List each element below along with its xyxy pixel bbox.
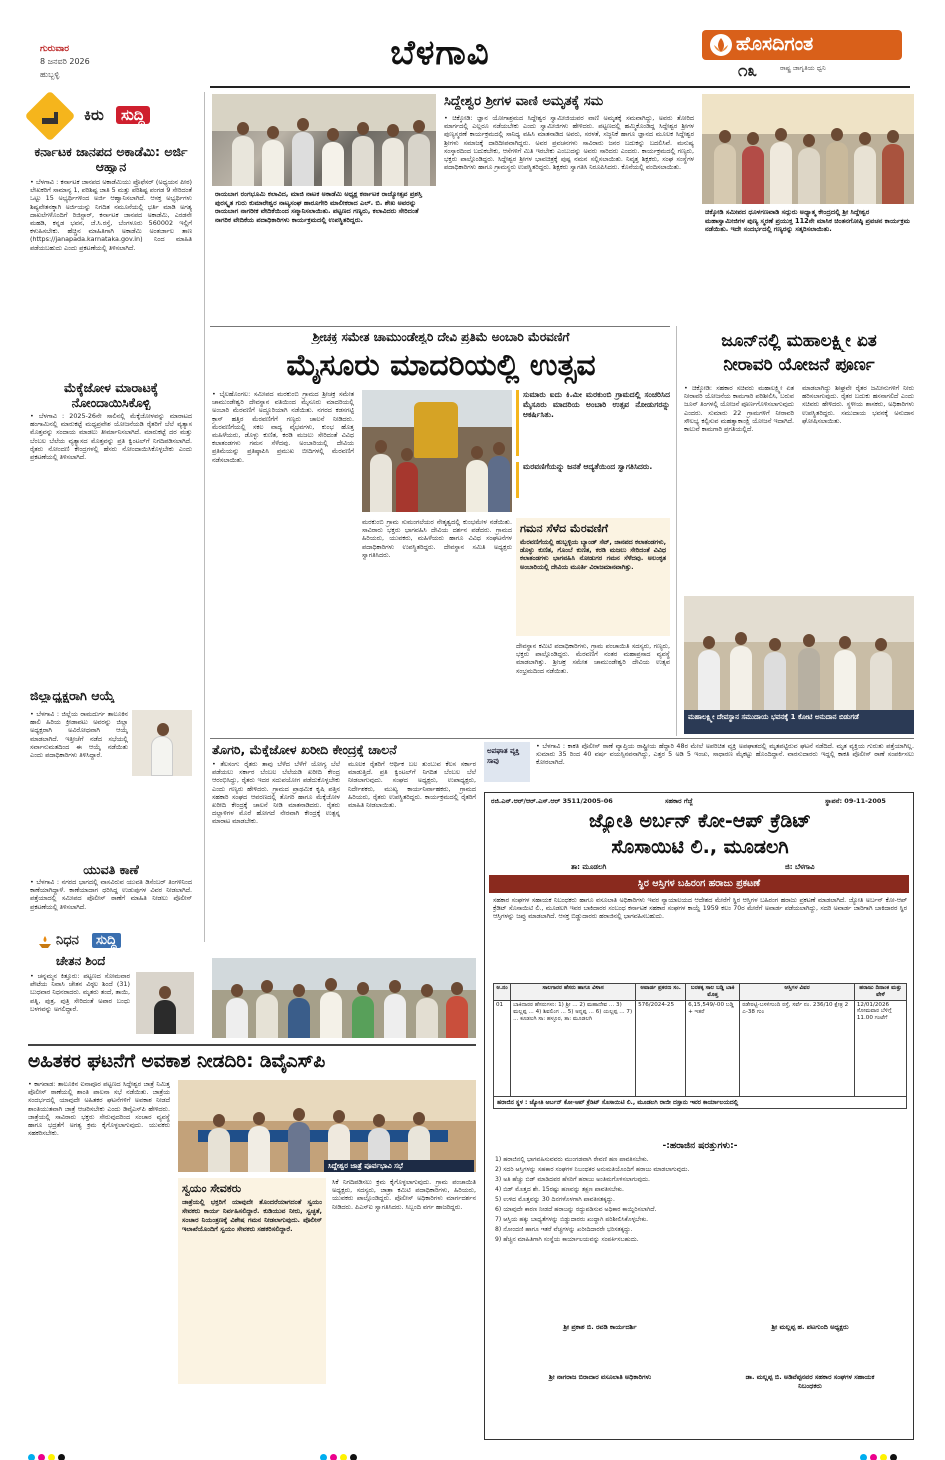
notice-intro: ಸಹಕಾರ ಸಂಘಗಳ ಸಹಾಯಕ ನಿಬಂಧಕರು ಹಾಗೂ ವಸೂಲಾತಿ ಅಧಿಕಾರಿಗಳು ಇವರ ನ್ಯಾಯಾಲಯದ ಆದೇಶದ ಮೇರೆಗೆ ಸ್ಥಿರ ಆಸ್ತಿಗಳ ಬಹಿರಂಗ ಹರಾಜು ಪ್ರಕಟಣೆ ಮಾಡಲಾಗಿದೆ. ಜ್ಯೋತಿ ಅರ್ಬನ್ ಕೋ-ಆಪ್ ಕ್ರೆಡಿಟ್ ಸೊಸಾಯಿಟಿ ಲಿ., ಮೂಡಲಗಿ ಇವರ ಬಾಕಿದಾರರ ಸಂಬಂಧ ಕರ್ನಾಟಕ ಸಹಕಾರ ಸಂಘಗಳ ಕಾಯ್ದೆ 1959 ಕಲಂ 70ರ ಮೇರೆಗೆ ಅವಾರ್ಡ ಪಡೆಯಲಾಗಿದ್ದು, ಸದರಿ ಅವಾರ್ಡ ಜಾರಿಗಾಗಿ ಬಾಕಿದಾರರ ಸ್ಥಿರ ಆಸ್ತಿಗಳನ್ನು ಜಪ್ತು ಮಾಡಲಾಗಿದೆ. ಆಸಕ್ತ ಬಿಡ್ಡುದಾರರು ಹರಾಜಿನಲ್ಲಿ ಭಾಗವಹಿಸಬಹುದು. xyxy=(493,897,907,921)
dysp-col3: ಸಿಕೆ ನಿಗದಿಪಡಿಸಲು ಕ್ರಮ ಕೈಗೊಳ್ಳಲಾಗುವುದು. ಗ್ರಾಮ ಪಂಚಾಯಿತಿ ಅಧ್ಯಕ್ಷರು, ಸದಸ್ಯರು, ಜಾತ್ರಾ ಕಮಿಟಿ ಪದಾಧಿಕಾರಿಗಳು, ಹಿರಿಯರು, ಯುವಕರು ಪಾಲ್ಗೊಂಡಿದ್ದರು. ಪೊಲೀಸ್ ಅಧಿಕಾರಿಗಳು ಮಾರ್ಗದರ್ಶನ ನೀಡಿದರು. ಪಿಎಸ್‌ಐ ಸ್ವಾಗತಿಸಿದರು. ಸಿಬ್ಬಂದಿ ವರ್ಗ ಹಾಜರಿದ್ದರು. xyxy=(332,1178,476,1211)
mysuru-col3: ದೇವಸ್ಥಾನ ಕಮಿಟಿ ಪದಾಧಿಕಾರಿಗಳು, ಗ್ರಾಮ ಪಂಚಾಯಿತಿ ಸದಸ್ಯರು, ಗಣ್ಯರು, ಭಕ್ತರು ಪಾಲ್ಗೊಂಡಿದ್ದರು. ಮೆರವಣಿಗೆ ನಂತರ ಮಹಾಪ್ರಸಾದ ವ್ಯವಸ್ಥೆ ಮಾಡಲಾಗಿತ್ತು. ಶ್ರೀಚಕ್ರ ಸಮೇತ ಚಾಮುಂಡೇಶ್ವರಿ ದೇವಿಯ ಉತ್ಸವ ಸಂಭ್ರಮದಿಂದ ನಡೆಯಿತು. xyxy=(516,642,670,675)
table-header: ಆಸ್ತಿಗಳ ವಿವರ xyxy=(740,984,855,1001)
togari-headline: ತೊಗರಿ, ಮೆಕ್ಕೆಜೋಳ ಖರೀದಿ ಕೇಂದ್ರಕ್ಕೆ ಚಾಲನೆ xyxy=(212,742,397,757)
kirusuddi-item-2-title: ಮೆಕ್ಕೆಜೋಳ ಮಾರಾಟಕ್ಕೆ ನೋಂದಾಯಿಸಿಕೊಳ್ಳಿ xyxy=(63,380,159,410)
togari-col2: ಮೂಲಕ ರೈತರಿಗೆ ಆರ್ಥಿಕ ಬಲ ತುಂಬುವ ಕೆಲಸ ಸರ್ಕಾರ ಮಾಡುತ್ತಿದೆ. ಪ್ರತಿ ಕ್ವಿಂಟಲ್‌ಗೆ ನಿಗದಿತ ಬೆಂಬಲ ಬೆಲೆ ನೀಡಲಾಗುವುದು. ಸಂಘದ ಅಧ್ಯಕ್ಷರು, ಉಪಾಧ್ಯಕ್ಷರು, ನಿರ್ದೇಶಕರು, ಮುಖ್ಯ ಕಾರ್ಯನಿರ್ವಾಹಕರು, ಗ್ರಾಮದ ಹಿರಿಯರು, ರೈತರು ಉಪಸ್ಥಿತರಿದ್ದರು. ಕಾರ್ಯಕ್ರಮದಲ್ಲಿ ರೈತರಿಗೆ ಮಾಹಿತಿ ನೀಡಲಾಯಿತು. xyxy=(348,760,476,810)
notice-gazette: ಸಹಕಾರ ಗೆಜ್ಜೆ xyxy=(665,797,693,805)
registration-marks-right xyxy=(860,1446,900,1460)
kirusuddi-item-3-body: • ಬೆಳಗಾವಿ : ಜಿಲ್ಲೆಯ ರಾಮದುರ್ಗ ತಾಲೂಕಿನ ಹಾಲಿ ಹಿರಿಯ ಕ್ರೀಡಾಪಟು ಅವರನ್ನು ಜಿಲ್ಲಾ ಅಧ್ಯಕ್ಷರಾಗಿ ಅವಿರೋಧವಾಗಿ ಆಯ್ಕೆ ಮಾಡಲಾಗಿದೆ. ಇತ್ತೀಚೆಗೆ ನಡೆದ ಸಭೆಯಲ್ಲಿ ಸರ್ವಾನುಮತದಿಂದ ಈ ಆಯ್ಕೆ ನಡೆಯಿತು ಎಂದು ಪದಾಧಿಕಾರಿಗಳು ತಿಳಿಸಿದ್ದಾರೆ. xyxy=(30,710,128,760)
pull-quote-1: ಸುಮಾರು ಐದು ಕಿ.ಮೀ ಮರಕುಂಬಿ ಗ್ರಾಮದಲ್ಲಿ ಸಂಚರಿಸಿದ ಮೈಸೂರು ಮಾದರಿಯ ಅಂಬಾರಿ ಉತ್ಸವ ನೋಡುಗರನ್ನು ಆಕರ್ಷಿಸಿತು. xyxy=(516,390,670,456)
accident-body: • ಬೆಳಗಾವಿ : ಕಾಕತಿ ಪೊಲೀಸ್ ಠಾಣೆ ವ್ಯಾಪ್ತಿಯ ರಾಷ್ಟ್ರೀಯ ಹೆದ್ದಾರಿ 48ರ ಮೇಲೆ ಅಪರಿಚಿತ ವ್ಯಕ್ತಿ ಅಪಘಾತದಲ್ಲಿ ಮೃತಪಟ್ಟಿರುವ ಘಟನೆ ನಡೆದಿದೆ. ಮೃತ ವ್ಯಕ್ತಿಯ ಗುರುತು ಪತ್ತೆಯಾಗಿಲ್ಲ. ಸುಮಾರು 35 ರಿಂದ 40 ವರ್ಷ ವಯಸ್ಸಿನವನಾಗಿದ್ದು, ಎತ್ತರ 5 ಅಡಿ 5 ಇಂಚು, ಸಾಧಾರಣ ಮೈಕಟ್ಟು ಹೊಂದಿದ್ದಾನೆ. ವಾರಸುದಾರರು ಇದ್ದಲ್ಲಿ ಕಾಕತಿ ಪೊಲೀಸ್ ಠಾಣೆ ಸಂಪರ್ಕಿಸಲು ಕೋರಲಾಗಿದೆ. xyxy=(536,742,914,767)
notice-signature-2: ಶ್ರೀ ಮಲ್ಲಪ್ಪ ಹ. ಪಟಗುಂದಿ ಅಧ್ಯಕ್ಷರು xyxy=(771,1323,849,1331)
notice-term: 2) ಸದರಿ ಆಸ್ತಿಗಳನ್ನು ಸಹಕಾರ ಸಂಘಗಳ ನಿಬಂಧಕರ ಅನುಮತಿಯೊಂದಿಗೆ ಹರಾಜು ಮಾಡಲಾಗುವುದು. xyxy=(495,1166,690,1173)
raybag-story xyxy=(212,94,436,324)
notice-term: 4) ಬಿಡ್ ಮೊತ್ತದ ಶೇ. 15ರಷ್ಟು ಹಣವನ್ನು ತಕ್ಷಣ ಪಾವತಿಸಬೇಕು. xyxy=(495,1186,624,1193)
kirusuddi-column xyxy=(28,92,196,932)
mahalakshmi-headline-2: ನೀರಾವರಿ ಯೋಜನೆ ಪೂರ್ಣ xyxy=(723,355,875,375)
masthead-section-title: ಬೆಳಗಾವಿ xyxy=(390,33,490,73)
notice-date: ಸ್ಥಾಪನೆ: 09-11-2005 xyxy=(825,797,886,805)
mahalakshmi-col1: • ಚಿಕ್ಕೋಡಿ: ಸಹಕಾರ ಸಚಿವರು ಮಹಾಲಕ್ಷ್ಮೀ ಏತ ನೀರಾವರಿ ಯೋಜನೆಯ ಕಾಮಗಾರಿ ಪರಿಶೀಲಿಸಿ, ಬರುವ ಜೂನ್ ತಿಂಗಳಲ್ಲಿ ಯೋಜನೆ ಪೂರ್ಣಗೊಳಿಸಲಾಗುವುದು ಎಂದರು. ಸುಮಾರು 22 ಗ್ರಾಮಗಳಿಗೆ ನೀರಾವರಿ ಸೌಲಭ್ಯ ಕಲ್ಪಿಸುವ ಮಹತ್ವಾಕಾಂಕ್ಷಿ ಯೋಜನೆ ಇದಾಗಿದೆ. ಕಾಲುವೆ ಕಾಮಗಾರಿ ಪ್ರಗತಿಯಲ್ಲಿದೆ. xyxy=(684,384,794,434)
pull-quote-2: ಮರವಣಿಗೆಯನ್ನು ಜನತೆ ಆದ್ಯತೆಯಿಂದ ಸ್ವಾಗತಿಸಿದರು. xyxy=(516,462,670,498)
obituary-label-a: ನಿಧನ xyxy=(56,933,79,948)
siddeshwar-headline: ಸಿದ್ದೇಶ್ವರ ಶ್ರೀಗಳ ವಾಣಿ ಅಮೃತಕ್ಕೆ ಸಮ xyxy=(444,94,604,109)
volunteers-title: ಸ್ವಯಂ ಸೇವಕರು xyxy=(182,1182,242,1195)
kirusuddi-item-2-body: • ಬೆಳಗಾವಿ : 2025-26ನೇ ಸಾಲಿನಲ್ಲಿ ಮೆಕ್ಕೆಜೋಳವನ್ನು ಮಾರಾಟದ ಹಂಗಾಮಿನಲ್ಲಿ ಮಾರುಕಟ್ಟೆ ಮಧ್ಯಪ್ರವೇಶ ಯೋಜನೆಯಡಿ ರೈತರಿಗೆ ಬೆಲೆ ವ್ಯತ್ಯಾಸ ಮೊತ್ತವನ್ನು ಸಂದಾಯ ಮಾಡಲು ತೀರ್ಮಾನಿಸಲಾಗಿದೆ. ಮಾರುಕಟ್ಟೆ ದರ ಮತ್ತು ಬೆಂಬಲ ಬೆಲೆಯ ವ್ಯತ್ಯಾಸದ ಮೊತ್ತವನ್ನು ಪ್ರತಿ ಕ್ವಿಂಟಲ್‌ಗೆ ನಿಗದಿಪಡಿಸಲಾಗಿದೆ. ರೈತರು ನೋಂದಣಿ ಕೇಂದ್ರಗಳಲ್ಲಿ ಹೆಸರು ನೋಂದಾಯಿಸಿಕೊಳ್ಳಬೇಕು ಎಂದು ಪ್ರಕಟಣೆಯಲ್ಲಿ ತಿಳಿಸಲಾಗಿದೆ. xyxy=(30,412,192,462)
ambari-shape xyxy=(414,402,458,458)
notice-terms-title: -:ಹರಾಜಿನ ಷರತ್ತುಗಳು:- xyxy=(662,1141,738,1151)
kirusuddi-item-1-title: ಕರ್ನಾಟಕ ಜಾನಪದ ಅಕಾಡೆಮಿ: ಅರ್ಜಿ ಆಹ್ವಾನ xyxy=(34,144,188,174)
dysp-col1: • ಕಾಗವಾಡ: ತಾಲೂಕಿನ ಐನಾಪೂರ ಪಟ್ಟಣದ ಸಿದ್ದೇಶ್ವರ ಜಾತ್ರೆ ನಿಮಿತ್ತ ಪೊಲೀಸ್ ಠಾಣೆಯಲ್ಲಿ ಶಾಂತಿ ಪಾಲನಾ ಸಭೆ ನಡೆಯಿತು. ಜಾತ್ರೆಯ ಸಂದರ್ಭದಲ್ಲಿ ಯಾವುದೇ ಅಹಿತಕರ ಘಟನೆಗಳಿಗೆ ಅವಕಾಶ ನೀಡದೆ ಶಾಂತಿಯುತವಾಗಿ ಜಾತ್ರೆ ಆಚರಿಸಬೇಕು ಎಂದು ಡಿವೈಎಸ್‌ಪಿ ಹೇಳಿದರು. ಜಾತ್ರೆಯಲ್ಲಿ ಸಾವಿರಾರು ಭಕ್ತರು ಸೇರುವುದರಿಂದ ಸಂಚಾರ ವ್ಯವಸ್ಥೆ ಹಾಗೂ ಭದ್ರತೆಗೆ ಅಗತ್ಯ ಕ್ರಮ ಕೈಗೊಳ್ಳಲಾಗುವುದು. ಯುವಕರು ಸಹಕರಿಸಬೇಕು. xyxy=(28,1080,170,1138)
table-header: ಹರಾಜು ದಿನಾಂಕ ಮತ್ತು ವೇಳೆ xyxy=(854,984,906,1001)
notice-term: 7) ಆಸ್ತಿಯ ಹಕ್ಕು ಬಾಧ್ಯತೆಗಳನ್ನು ಬಿಡ್ಡುದಾರರು ಖುದ್ದಾಗಿ ಪರಿಶೀಲಿಸಿಕೊಳ್ಳಬೇಕು. xyxy=(495,1216,649,1223)
obituary-name: ಚೇತನ ಶಿಂದೆ xyxy=(56,954,106,968)
mahalakshmi-caption: ಮಹಾಲಕ್ಷ್ಮೀ ದೇವಸ್ಥಾನ ಸಮುದಾಯ ಭವನಕ್ಕೆ 1 ಕೋಟಿ ಅನುದಾನ ಬಿಡುಗಡೆ xyxy=(684,710,914,734)
registration-marks-left xyxy=(28,1446,68,1460)
mahalakshmi-photo xyxy=(684,596,914,710)
attention-box xyxy=(516,518,670,636)
togari-photo xyxy=(212,958,476,1038)
hand-pointing-icon xyxy=(25,91,76,142)
right-top-caption: ಚಿಕ್ಕೋಡಿ ಸಮೀಪದ ಧೂಳಗಣವಾಡಿ ಸದ್ಗುರು ಅಧ್ಯಾತ್ಮ ಕೇಂದ್ರದಲ್ಲಿ ಶ್ರೀ ಸಿದ್ದೇಶ್ವರ ಮಹಾಸ್ವಾಮೀಜಿಗಳ ಪುಣ್ಯ ಸ್ಮರಣೆ ಪ್ರಯುಕ್ತ 112ನೇ ಮಾಸಿಕ ಚಿಂತನಗೋಷ್ಠಿ ಪ್ರವಚನ ಕಾರ್ಯಕ್ರಮ ನಡೆಯಿತು. ಇದೇ ಸಂದರ್ಭದಲ್ಲಿ ಗಣ್ಯರನ್ನು ಸತ್ಕರಿಸಲಾಯಿತು. xyxy=(702,206,914,302)
table-header: ಬರತಕ್ಕ ಸಾಲ ಬಡ್ಡಿ ಬಾಕಿ ಮೊತ್ತ xyxy=(686,984,740,1001)
mysuru-story xyxy=(212,328,670,736)
notice-title-1: ಜ್ಯೋತಿ ಅರ್ಬನ್ ಕೋ-ಆಪ್ ಕ್ರೆಡಿಟ್ xyxy=(589,810,811,832)
mysuru-col1: • ಬೈಲಹೊಂಗಲ: ಸಮೀಪದ ಮರಕುಂಬಿ ಗ್ರಾಮದ ಶ್ರೀಚಕ್ರ ಸಮೇತ ಚಾಮುಂಡೇಶ್ವರಿ ದೇವಸ್ಥಾನ ವತಿಯಿಂದ ಮೈಸೂರು ಮಾದರಿಯಲ್ಲಿ ಅಂಬಾರಿ ಮೆರವಣಿಗೆ ಅದ್ಧೂರಿಯಾಗಿ ನಡೆಯಿತು. ನಗರದ ಕಡಸಗಟ್ಟಿ ಕ್ರಾಸ್ ಹತ್ತಿರ ಮೆರವಣಿಗೆಗೆ ಗಣ್ಯರು ಚಾಲನೆ ನೀಡಿದರು. ಮೆರವಣಿಗೆಯಲ್ಲಿ ಸಕಲ ವಾದ್ಯ ವೈಭವಗಳು, ಕುಂಭ ಹೊತ್ತ ಮಹಿಳೆಯರು, ಡೊಳ್ಳು ಕುಣಿತ, ಕರಡಿ ಮಜಲು ಸೇರಿದಂತೆ ವಿವಿಧ ಕಲಾತಂಡಗಳು ಗಮನ ಸೆಳೆದವು. ಅಂಬಾರಿಯಲ್ಲಿ ದೇವಿಯ ಪ್ರತಿಮೆಯನ್ನು ಪ್ರತಿಷ್ಠಾಪಿಸಿ ಪ್ರಮುಖ ಬೀದಿಗಳಲ್ಲಿ ಮೆರವಣಿಗೆ ನಡೆಸಲಾಯಿತು. xyxy=(212,390,354,464)
volunteers-box xyxy=(178,1178,326,1384)
notice-taluk: ತಾ: ಮೂಡಲಗಿ xyxy=(571,863,607,871)
kirusuddi-label-b: ಸುದ್ದಿ xyxy=(116,106,150,124)
notice-place: ಹರಾಜಿನ ಸ್ಥಳ : ಜ್ಯೋತಿ ಅರ್ಬನ್ ಕೋ-ಆಪ್ ಕ್ರೆಡಿಟ್ ಸೊಸಾಯಿಟಿ ಲಿ., ಮೂಡಲಗಿ ರಾಜೀ ದಸ್ತಾನು ಇವರ ಕಾರ್ಯಾಲಯದಲ್ಲಿ xyxy=(493,1097,907,1109)
notice-district: ಜಿ: ಬೆಳಗಾವಿ xyxy=(785,863,815,871)
notice-term: 9) ಹೆಚ್ಚಿನ ಮಾಹಿತಿಗಾಗಿ ಸಂಸ್ಥೆಯ ಕಾರ್ಯಾಲಯವನ್ನು ಸಂಪರ್ಕಿಸಬಹುದು. xyxy=(495,1236,639,1243)
table-cell: ರಡೇರಟ್ಟಿ-ಬಸಳಿಗುಂದಿ ರಸ್ತೆ, ಸರ್ವೆ ನಂ. 236/10 ಕ್ಷೇತ್ರ 2 ಎ-38 ಗುಂ xyxy=(740,1001,855,1097)
masthead xyxy=(0,0,945,88)
notice-reg-no: ರಜಿ.ಎನ್.ಆರ್/ಆರ್.ಎಸ್.ಆರ್ 3511/2005-06 xyxy=(491,797,613,805)
kirusuddi-item-4-body: • ಬೆಳಗಾವಿ : ನಗರದ ಭಾಗದಲ್ಲಿ ವಾಸವಿರುವ ಯುವತಿ ಡಿಸೆಂಬರ್ ತಿಂಗಳಿನಿಂದ ಕಾಣೆಯಾಗಿದ್ದಾಳೆ. ಕಾಣೆಯಾದಾಗ ಧರಿಸಿದ್ದ ಉಡುಪುಗಳ ವಿವರ ನೀಡಲಾಗಿದೆ. ಪತ್ತೆಯಾದಲ್ಲಿ ಸಮೀಪದ ಪೊಲೀಸ್ ಠಾಣೆಗೆ ಮಾಹಿತಿ ನೀಡಲು ಪೊಲೀಸ್ ಪ್ರಕಟಣೆಯಲ್ಲಿ ತಿಳಿಸಲಾಗಿದೆ. xyxy=(30,878,192,911)
table-cell: ಬಾಕಿದಾರರ ಹೆಸರುಗಳು: 1) ಶ್ರೀ ... 2) ಮಹಾದೇವ ... 3) ಮಲ್ಲಪ್ಪ ... 4) ಶಿವಲಿಂಗ ... 5) ಅನ್ನಪ್ಪ ... 6) ಯಲ್ಲಪ್ಪ ... 7) ... ಕೂಡಲಗಿ ಸಾ: ಹಳ್ಳೂರ, ತಾ: ಮೂಡಲಗಿ xyxy=(511,1001,636,1097)
notice-term: 5) ಉಳಿದ ಮೊತ್ತವನ್ನು 30 ದಿನಗಳೊಳಗಾಗಿ ಪಾವತಿಸತಕ್ಕದ್ದು. xyxy=(495,1196,615,1203)
mysuru-headline: ಮೈಸೂರು ಮಾದರಿಯಲ್ಲಿ ಉತ್ಸವ xyxy=(286,348,596,383)
table-header: ಸಾಲಗಾರರ ಹೆಸರು ಹಾಗೂ ವಿಳಾಸ xyxy=(511,984,636,1001)
accident-story xyxy=(484,742,914,786)
obituary-body: • ಚನ್ನಮ್ಮನ ಕಿತ್ತೂರು: ಪಟ್ಟಣದ ಸೋಮವಾರ ಪೇಟೆಯ ನಿವಾಸಿ ಚೇತನ ವಿಠ್ಠಲ ಶಿಂದೆ (31) ಬುಧವಾರ ನಿಧನರಾದರು. ಮೃತರು ತಂದೆ, ತಾಯಿ, ಪತ್ನಿ, ಪುತ್ರ, ಪುತ್ರಿ ಸೇರಿದಂತೆ ಅಪಾರ ಬಂಧು ಬಳಗವನ್ನು ಅಗಲಿದ್ದಾರೆ. xyxy=(30,972,130,1013)
togari-story xyxy=(212,740,476,954)
procession-photo xyxy=(362,390,512,512)
togari-col1: • ತೆಲಸಂಗ: ರೈತರು ತಾವು ಬೆಳೆದ ಬೆಳೆಗೆ ಯೋಗ್ಯ ಬೆಲೆ ಪಡೆಯಲು ಸರ್ಕಾರ ಬೆಂಬಲ ಬೆಲೆಯಡಿ ಖರೀದಿ ಕೇಂದ್ರ ಆರಂಭಿಸಿದ್ದು, ರೈತರು ಇದರ ಸದುಪಯೋಗ ಪಡೆದುಕೊಳ್ಳಬೇಕು ಎಂದು ಗಣ್ಯರು ಹೇಳಿದರು. ಗ್ರಾಮದ ಪ್ರಾಥಮಿಕ ಕೃಷಿ ಪತ್ತಿನ ಸಹಕಾರಿ ಸಂಘದ ಆವರಣದಲ್ಲಿ ತೊಗರಿ ಹಾಗೂ ಮೆಕ್ಕೆಜೋಳ ಖರೀದಿ ಕೇಂದ್ರಕ್ಕೆ ಚಾಲನೆ ನೀಡಿ ಮಾತನಾಡಿದರು. ರೈತರು ದಲ್ಲಾಳಿಗಳ ಮೊರೆ ಹೋಗದೆ ನೇರವಾಗಿ ಕೇಂದ್ರಕ್ಕೆ ಉತ್ಪನ್ನ ಮಾರಾಟ ಮಾಡಬೇಕು. xyxy=(212,760,340,826)
table-header: ಅವಾರ್ಡ ಪ್ರಕರಣ ಸಂ. xyxy=(636,984,686,1001)
raybag-photo xyxy=(212,94,436,186)
notice-terms-list xyxy=(495,1155,907,1245)
mysuru-col2: ಮರಕುಂಬಿ ಗ್ರಾಮ ಸುಮಂಗಲೆಯರ ನೇತೃತ್ವದಲ್ಲಿ ಕುಂಭಮೇಳ ನಡೆಯಿತು. ಸಾವಿರಾರು ಭಕ್ತರು ಭಾಗವಹಿಸಿ ದೇವಿಯ ದರ್ಶನ ಪಡೆದರು. ಗ್ರಾಮದ ಹಿರಿಯರು, ಯುವಕರು, ಮಹಿಳೆಯರು ಹಾಗೂ ವಿವಿಧ ಸಂಘಟನೆಗಳ ಪದಾಧಿಕಾರಿಗಳು ಉಪಸ್ಥಿತರಿದ್ದರು. ದೇವಸ್ಥಾನ ಸಮಿತಿ ಅಧ್ಯಕ್ಷರು ಸ್ವಾಗತಿಸಿದರು. xyxy=(362,518,512,559)
notice-signature-3: ಶ್ರೀ ನಾಗರಾಜ ಬಿರಾದಾರ ವಸೂಲಾತಿ ಅಧಿಕಾರಿಗಳು xyxy=(548,1373,652,1381)
mysuru-kicker: ಶ್ರೀಚಕ್ರ ಸಮೇತ ಚಾಮುಂಡೇಶ್ವರಿ ದೇವಿ ಪ್ರತಿಮೆ ಅಂಬಾರಿ ಮೆರವಣಿಗೆ xyxy=(312,330,570,344)
obituary-photo xyxy=(136,972,194,1034)
notice-table xyxy=(493,983,907,1109)
kirusuddi-item-4-title: ಯುವತಿ ಕಾಣೆ xyxy=(83,862,139,877)
lotus-icon xyxy=(710,34,732,56)
notice-signature-4: ಡಾ. ಮಲ್ಲಪ್ಪ ಬಿ. ಅಡಿವೆಪ್ಪನವರ ಸಹಕಾರ ಸಂಘಗಳ ಸಹಾಯಕ ನಿಬಂಧಕರು xyxy=(745,1373,875,1390)
masthead-logo xyxy=(702,30,902,82)
attention-box-title: ಗಮನ ಸೆಳೆದ ಮೆರವಣಿಗೆ xyxy=(520,522,608,535)
mahalakshmi-story xyxy=(684,328,914,736)
right-top-story xyxy=(702,94,914,320)
meeting-photo xyxy=(178,1080,476,1172)
pull-quote-box xyxy=(516,390,670,512)
kirusuddi-header xyxy=(28,96,196,138)
kirusuddi-item-1-body: • ಬೆಳಗಾವಿ : ಕರ್ನಾಟಕ ಜಾನಪದ ಅಕಾಡೆಮಿಯು ಪ್ರೊಫೆಸರ್ (ಅಧ್ಯಯನ ಪೀಠ) ಲೇಖಕರಿಗೆ ಸಾಮಾನ್ಯ 1, ಪರಿಶಿಷ್ಟ ಜಾತಿ 5 ಮತ್ತು ಪರಿಶಿಷ್ಟ ಪಂಗಡ 9 ಸೇರಿದಂತೆ ಒಟ್ಟು 15 ಅಭ್ಯರ್ಥಿಗಳಿಂದ ಅರ್ಜಿ ಆಹ್ವಾನಿಸಲಾಗಿದೆ. ಆಸಕ್ತ ಅಭ್ಯರ್ಥಿಗಳು ಶಿಷ್ಯವೇತನಕ್ಕಾಗಿ ಅರ್ಜಿಯನ್ನು ನಿಗದಿತ ನಮೂನೆಯಲ್ಲಿ ಭರ್ತಿ ಮಾಡಿ ಅಗತ್ಯ ದಾಖಲೆಗಳೊಂದಿಗೆ ರಿಜಿಸ್ಟಾರ್, ಕರ್ನಾಟಕ ಜಾನಪದ ಅಕಾಡೆಮಿ, ಎರಡನೇ ಮಹಡಿ, ಕನ್ನಡ ಭವನ, ಜೆ.ಸಿ.ರಸ್ತೆ, ಬೆಂಗಳೂರು 560002 ಇಲ್ಲಿಗೆ ಕಳುಹಿಸಬೇಕು. ಹೆಚ್ಚಿನ ಮಾಹಿತಿಗಾಗಿ ಅಕಾಡೆಮಿ ಅಂತರ್ಜಾಲ ತಾಣ (https://janapada.karnataka.gov.in) ನಿಂದ ಮಾಹಿತಿ ಪಡೆಯಬಹುದು ಎಂದು ಪ್ರಕಟಣೆಯಲ್ಲಿ ತಿಳಿಸಲಾಗಿದೆ. xyxy=(30,178,192,252)
notice-term: 8) ನೋಂದಣಿ ಹಾಗೂ ಇತರೆ ವೆಚ್ಚಗಳನ್ನು ಖರೀದಿದಾರರೇ ಭರಿಸತಕ್ಕದ್ದು. xyxy=(495,1226,633,1233)
auction-notice xyxy=(484,792,914,1440)
masthead-dateline xyxy=(40,44,150,80)
obituary-label-b: ಸುದ್ದಿ xyxy=(92,933,121,948)
dysp-headline: ಅಹಿತಕರ ಘಟನೆಗೆ ಅವಕಾಶ ನೀಡದಿರಿ: ಡಿವೈಎಸ್‌ಪಿ xyxy=(28,1051,326,1072)
table-cell: 576/2024-25 xyxy=(636,1001,686,1097)
kirusuddi-item-3-title: ಜಿಲ್ಲಾಧ್ಯಕ್ಷರಾಗಿ ಆಯ್ಕೆ xyxy=(30,688,115,703)
notice-term: 1) ಹರಾಜಿನಲ್ಲಿ ಭಾಗವಹಿಸುವವರು ಮುಂಗಡವಾಗಿ ಠೇವಣಿ ಹಣ ಪಾವತಿಸಬೇಕು. xyxy=(495,1156,649,1163)
meeting-caption: ಸಿದ್ದೇಶ್ವರ ಜಾತ್ರೆ ಪೂರ್ವಭಾವಿ ಸಭೆ xyxy=(324,1160,474,1172)
table-cell: 01 xyxy=(494,1001,511,1097)
table-cell: 12/01/2026 ಸೋಮವಾರ ಬೆಳಿಗ್ಗೆ 11.00 ಗಂಟೆಗೆ xyxy=(854,1001,906,1097)
notice-term: 3) ಅತಿ ಹೆಚ್ಚು ಬಿಡ್ ಮಾಡಿದವರ ಹೆಸರಿಗೆ ಹರಾಜು ಅಂತಿಮಗೊಳಿಸಲಾಗುವುದು. xyxy=(495,1176,650,1183)
accident-label: ಅಪಘಾತ ವ್ಯಕ್ತಿ ಸಾವು xyxy=(484,742,530,782)
table-cell: 6,15,549/-00 ಬಡ್ಡಿ + ಇತರೆ xyxy=(686,1001,740,1097)
volunteers-body: ಜಾತ್ರೆಯಲ್ಲಿ ಭಕ್ತರಿಗೆ ಯಾವುದೇ ತೊಂದರೆಯಾಗದಂತೆ ಸ್ವಯಂ ಸೇವಕರು ಕಾರ್ಯ ನಿರ್ವಹಿಸಲಿದ್ದಾರೆ. ಕುಡಿಯುವ ನೀರು, ಸ್ವಚ್ಛತೆ, ಸಂಚಾರ ನಿಯಂತ್ರಣಕ್ಕೆ ವಿಶೇಷ ಗಮನ ನೀಡಲಾಗುವುದು. ಪೊಲೀಸ್ ಇಲಾಖೆಯೊಂದಿಗೆ ಸ್ವಯಂ ಸೇವಕರು ಸಹಕರಿಸಲಿದ್ದಾರೆ. xyxy=(182,1198,322,1233)
table-header: ಅ.ನಂ xyxy=(494,984,511,1001)
siddeshwar-story xyxy=(444,94,694,320)
logo-tagline: ರಾಷ್ಟ್ರ ಜಾಗೃತಿಯ ಧ್ವನಿ xyxy=(780,64,826,72)
raybag-caption: ರಾಯಬಾಗ ರಂಗಭೂಮಿ ಕಲಾವಿದ, ಮಾಜಿ ನಾಟಕ ಅಕಾಡೆಮಿ ಅಧ್ಯಕ್ಷ ಕರ್ನಾಟಕ ರಾಜ್ಯೋತ್ಸವ ಪ್ರಶಸ್ತಿ ಪುರಸ್ಕೃತ ಗುರು ಕುಮಾರೇಶ್ವರ ನಾಟ್ಯಸಂಘ ಹಾರೂಗೇರಿ ಮಾಲೀಕರಾದ ಎಲ್. ಬಿ. ಶೇಖ ಅವರನ್ನು ರಾಯಬಾಗ ನಾಗರೀಕ ವೇದಿಕೆಯಿಂದ ಸನ್ಮಾನಿಸಲಾಯಿತು. ಪಟ್ಟಣದ ಗಣ್ಯರು, ಕಲಾವಿದರು ಸೇರಿದಂತೆ ನಾಗರಿಕ ವೇದಿಕೆಯ ಪದಾಧಿಕಾರಿಗಳು ಕಾರ್ಯಕ್ರಮದಲ್ಲಿ ಉಪಸ್ಥಿತರಿದ್ದರು. xyxy=(212,188,436,270)
siddeshwar-body: • ಚಿಕ್ಕೋಡಿ: ಜ್ಞಾನ ಯೋಗಾಶ್ರಮದ ಸಿದ್ದೇಶ್ವರ ಸ್ವಾಮೀಜಿಯವರ ವಾಣಿ ಅಮೃತಕ್ಕೆ ಸಮವಾಗಿದ್ದು, ಅವರು ತೋರಿದ ಮಾರ್ಗದಲ್ಲಿ ಎಲ್ಲರೂ ನಡೆಯಬೇಕು ಎಂದು ಸ್ವಾಮೀಜಿಗಳು ಹೇಳಿದರು. ಪಟ್ಟಣದಲ್ಲಿ ಹಮ್ಮಿಕೊಂಡಿದ್ದ ಸಿದ್ದೇಶ್ವರ ಶ್ರೀಗಳ ಪುಣ್ಯಸ್ಮರಣೆ ಕಾರ್ಯಕ್ರಮದಲ್ಲಿ ಸಾನಿಧ್ಯ ವಹಿಸಿ ಮಾತನಾಡಿದ ಅವರು, ಸರಳತೆ, ಸಜ್ಜನಿಕೆ ಹಾಗೂ ಜ್ಞಾನದ ಮೂಲಕ ಸಿದ್ದೇಶ್ವರ ಶ್ರೀಗಳು ಸಮಾಜಕ್ಕೆ ದಾರಿದೀಪವಾಗಿದ್ದರು. ಅವರ ಪ್ರವಚನಗಳು ಸಾವಿರಾರು ಜನರ ಬದುಕನ್ನು ಬದಲಿಸಿವೆ. ಮನುಷ್ಯ ಸಂಸ್ಕಾರದಿಂದ ಬದುಕಬೇಕು, ಆಸೆಗಳಿಗೆ ಮಿತಿ ಇರಬೇಕು ಎಂಬುದನ್ನು ಅವರು ಸಾರಿದರು ಎಂದರು. ಕಾರ್ಯಕ್ರಮದಲ್ಲಿ ಗಣ್ಯರು, ಭಕ್ತರು ಪಾಲ್ಗೊಂಡಿದ್ದರು. ಸಿದ್ದೇಶ್ವರ ಶ್ರೀಗಳ ಭಾವಚಿತ್ರಕ್ಕೆ ಪುಷ್ಪ ನಮನ ಸಲ್ಲಿಸಲಾಯಿತು. ನಿವೃತ್ತ ಶಿಕ್ಷಕರು, ಸಂಘ ಸಂಸ್ಥೆಗಳ ಪದಾಧಿಕಾರಿಗಳು ಹಾಗೂ ಗ್ರಾಮಸ್ಥರು ಉಪಸ್ಥಿತರಿದ್ದರು. ಶಿಕ್ಷಕರು ಸ್ವಾಗತಿಸಿ ನಿರೂಪಿಸಿದರು. ಕೊನೆಯಲ್ಲಿ ವಂದಿಸಲಾಯಿತು. xyxy=(444,114,694,172)
logo-name: ಹೊಸದಿಗಂತ xyxy=(736,33,814,55)
lamp-icon xyxy=(38,934,52,948)
right-top-photo xyxy=(702,94,914,204)
masthead-day: ಗುರುವಾರ xyxy=(40,44,70,54)
notice-title-2: ಸೊಸಾಯಿಟಿ ಲಿ., ಮೂಡಲಗಿ xyxy=(611,836,789,858)
person-photo xyxy=(132,710,192,776)
obituary-block xyxy=(28,932,196,1042)
attention-box-body: ಮೆರವಣಿಗೆಯಲ್ಲಿ ಹುಬ್ಬಳ್ಳಿಯ ಬ್ಯಾಂಡ್ ಸೆಟ್, ಜಾನಪದ ಕಲಾತಂಡಗಳು, ಡೊಳ್ಳು ಕುಣಿತ, ಗೊಂಬೆ ಕುಣಿತ, ಕರಡಿ ಮಜಲು ಸೇರಿದಂತೆ ವಿವಿಧ ಕಲಾತಂಡಗಳು ಭಾಗವಹಿಸಿ ನೋಡುಗರ ಗಮನ ಸೆಳೆದವು. ಅಲಂಕೃತ ಅಂಬಾರಿಯಲ್ಲಿ ದೇವಿಯ ಮೂರ್ತಿ ವಿರಾಜಮಾನವಾಗಿತ್ತು. xyxy=(520,538,666,571)
masthead-city: ಹುಬ್ಬಳ್ಳಿ xyxy=(40,70,60,79)
registration-marks-center xyxy=(320,1446,360,1460)
mahalakshmi-col2: ಮಾಡಲಾಗಿದ್ದು ಶೀಘ್ರವೇ ರೈತರ ಜಮೀನುಗಳಿಗೆ ನೀರು ಹರಿಸಲಾಗುವುದು. ರೈತರ ಬದುಕು ಹಸನಾಗಲಿದೆ ಎಂದು ಸಚಿವರು ಹೇಳಿದರು. ಸ್ಥಳೀಯ ಶಾಸಕರು, ಅಧಿಕಾರಿಗಳು ಉಪಸ್ಥಿತರಿದ್ದರು. ಸಮುದಾಯ ಭವನಕ್ಕೆ ಅನುದಾನ ಘೋಷಿಸಲಾಯಿತು. xyxy=(802,384,914,425)
mahalakshmi-headline-1: ಜೂನ್‌ನಲ್ಲಿ ಮಹಾಲಕ್ಷ್ಮೀ ಏತ xyxy=(721,331,877,351)
notice-signature-1: ಶ್ರೀ ಪ್ರಕಾಶ ಬಿ. ರವಡಿ ಕಾರ್ಯದರ್ಶಿ xyxy=(563,1323,637,1331)
page-number: ೧೩ xyxy=(738,61,758,81)
notice-banner: ಸ್ಥಿರ ಆಸ್ತಿಗಳ ಬಹಿರಂಗ ಹರಾಜು ಪ್ರಕಟಣೆ xyxy=(489,875,909,893)
table-row xyxy=(494,1001,907,1097)
masthead-date: 8 ಜನವರಿ 2026 xyxy=(40,57,90,66)
dysp-story xyxy=(28,1048,476,1440)
kirusuddi-label-a: ಕಿರು xyxy=(84,106,104,124)
notice-term: 6) ಯಾವುದೇ ಕಾರಣ ನೀಡದೆ ಹರಾಜನ್ನು ರದ್ದುಪಡಿಸುವ ಅಧಿಕಾರ ಕಾಯ್ದಿರಿಸಲಾಗಿದೆ. xyxy=(495,1206,657,1213)
